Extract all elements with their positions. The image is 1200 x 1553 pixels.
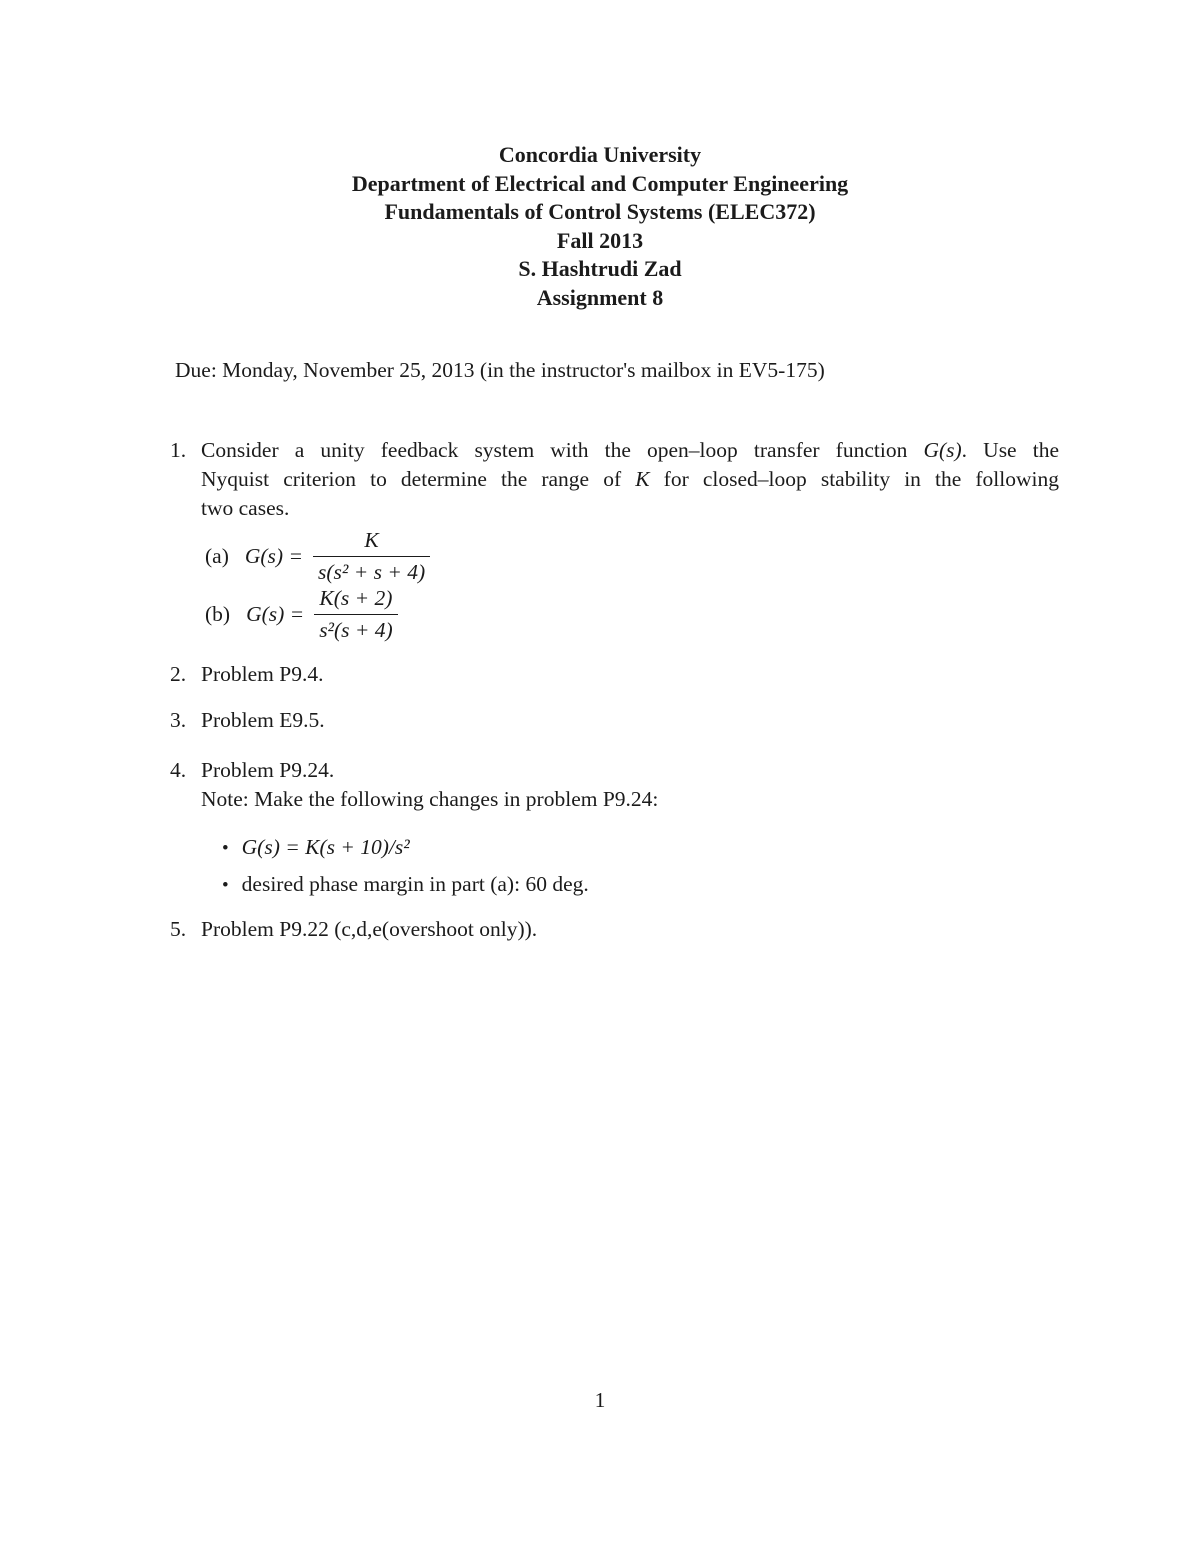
equation-label: (b) [205, 602, 231, 626]
header-line-course: Fundamentals of Control Systems (ELEC372) [384, 199, 816, 225]
inline-math-Gs: G(s) [923, 438, 962, 462]
header-line-university: Concordia University [498, 142, 702, 167]
bullet-math-text: G(s) = K(s + 10)/s² [241, 835, 410, 859]
item-text: Problem P9.22 (c,d,e(overshoot only)). [201, 917, 538, 941]
fraction-denominator: s²(s + 4) [314, 614, 398, 643]
due-line: Due: Monday, November 25, 2013 (in the instructor's mailbox in EV5-175) [175, 358, 825, 382]
equation-b [205, 586, 398, 643]
list-item-4 [170, 756, 1060, 814]
item1-line2 [201, 465, 1059, 494]
text-run: . Use the [961, 438, 1059, 462]
equation-a [205, 528, 430, 585]
equation-lhs: G(s) = [244, 544, 303, 568]
page-number: 1 [594, 1388, 606, 1412]
item4-title: Problem P9.24. [201, 758, 335, 782]
equation-lhs: G(s) = [246, 602, 305, 626]
fraction-numerator: K [364, 528, 379, 552]
item-text [201, 436, 1059, 523]
item-number: 3. [170, 708, 187, 732]
text-run: Nyquist criterion to determine the range of [201, 467, 636, 491]
list-item-3 [170, 706, 1060, 735]
header-line-department: Department of Electrical and Computer Engineering [351, 170, 849, 196]
list-item-1 [170, 436, 1060, 523]
item-number: 5. [170, 917, 187, 941]
header-line-instructor: S. Hashtrudi Zad [518, 256, 682, 282]
bullet-marker: • [222, 838, 229, 859]
fraction [314, 586, 398, 643]
inline-math-K: K [635, 467, 650, 491]
bullet-marker: • [222, 875, 229, 896]
header-line-assignment-title: Assignment 8 [536, 284, 664, 310]
fraction-denominator: s(s² + s + 4) [313, 556, 430, 585]
item-number: 1. [170, 438, 187, 462]
document-header [0, 141, 1200, 313]
item4-note: Note: Make the following changes in problem P9.24: [201, 787, 659, 811]
fraction [313, 528, 430, 585]
bullet-text: desired phase margin in part (a): 60 deg. [241, 872, 589, 896]
item1-line1 [201, 436, 1059, 465]
equation-label: (a) [205, 544, 229, 568]
item-number: 4. [170, 758, 187, 782]
header-line-term: Fall 2013 [556, 227, 644, 253]
item-number: 2. [170, 662, 187, 686]
item-text: Problem P9.4. [201, 662, 324, 686]
list-item-2 [170, 660, 1060, 689]
bullet-item-1 [222, 833, 410, 863]
bullet-item-2 [222, 870, 589, 900]
fraction-numerator: K(s + 2) [319, 586, 393, 610]
text-run: Consider a unity feedback system with the open–loop transfer function [201, 438, 924, 462]
item1-line3: two cases. [201, 496, 290, 520]
list-item-5 [170, 915, 1060, 944]
item-text [201, 756, 1059, 814]
item-text: Problem E9.5. [201, 708, 325, 732]
text-run: for closed–loop stability in the following [649, 467, 1059, 491]
